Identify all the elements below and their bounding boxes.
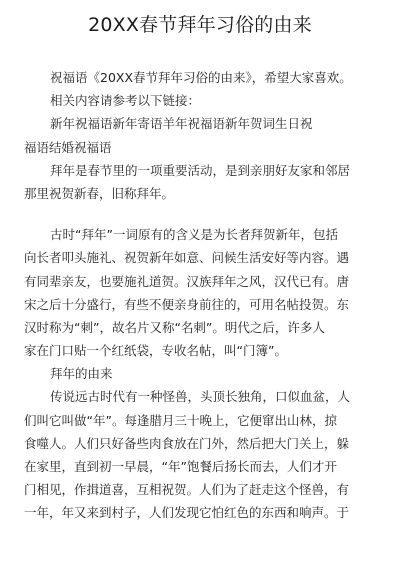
- body-line: 向长者叩头施礼、祝贺新年如意、问候生活安好等内容。遇: [24, 250, 350, 266]
- body-line: 新年祝福语新年寄语羊年祝福语新年贺词生日祝: [50, 116, 313, 132]
- body-line: 一年，年又来到村子，人们发现它怕红色的东西和响声。于: [24, 505, 350, 521]
- section-heading: 拜年的由来: [50, 366, 113, 382]
- body-line: 传说远古时代有一种怪兽，头顶长独角，口似血盆，人: [50, 389, 351, 405]
- body-line: 食噬人。人们只好备些肉食放在门外，然后把大门关上，躲: [24, 435, 350, 451]
- body-line: 那里祝贺新春，旧称拜年。: [24, 185, 175, 201]
- body-line: 在家里，直到初一早晨，“年”饱餐后扬长而去，人们才开: [24, 459, 337, 474]
- body-line: 相关内容请参考以下链接：: [50, 93, 201, 109]
- body-line: 古时“拜年”一词原有的含义是为长者拜贺新年，包括: [50, 227, 338, 243]
- body-line: 福语结婚祝福语: [24, 139, 112, 155]
- document-body: [24, 66, 380, 525]
- document-title: 20XX春节拜年习俗的由来: [88, 14, 312, 36]
- body-line: 汉时称为“刺”，故名片又称“名刺”。明代之后，许多人: [24, 319, 325, 335]
- body-line: 们叫它叫做“年”。每逢腊月三十晚上，它便窜出山林，掠: [24, 412, 337, 428]
- body-line: 祝福语《20XX春节拜年习俗的由来》，希望大家喜欢。: [50, 70, 352, 85]
- body-line: 家在门口贴一个红纸袋，专收名帖，叫“门簿”。: [24, 343, 287, 359]
- body-line: 宋之后十分盛行，有些不便亲身前往的，可用名帖投贺。东: [24, 296, 350, 312]
- body-line: 拜年是春节里的一项重要活动，是到亲朋好友家和邻居: [50, 162, 351, 178]
- body-line: 门相见，作揖道喜，互相祝贺。人们为了赶走这个怪兽，有: [24, 482, 350, 498]
- body-line: 有同辈亲友，也要施礼道贺。汉族拜年之风，汉代已有。唐: [24, 273, 350, 289]
